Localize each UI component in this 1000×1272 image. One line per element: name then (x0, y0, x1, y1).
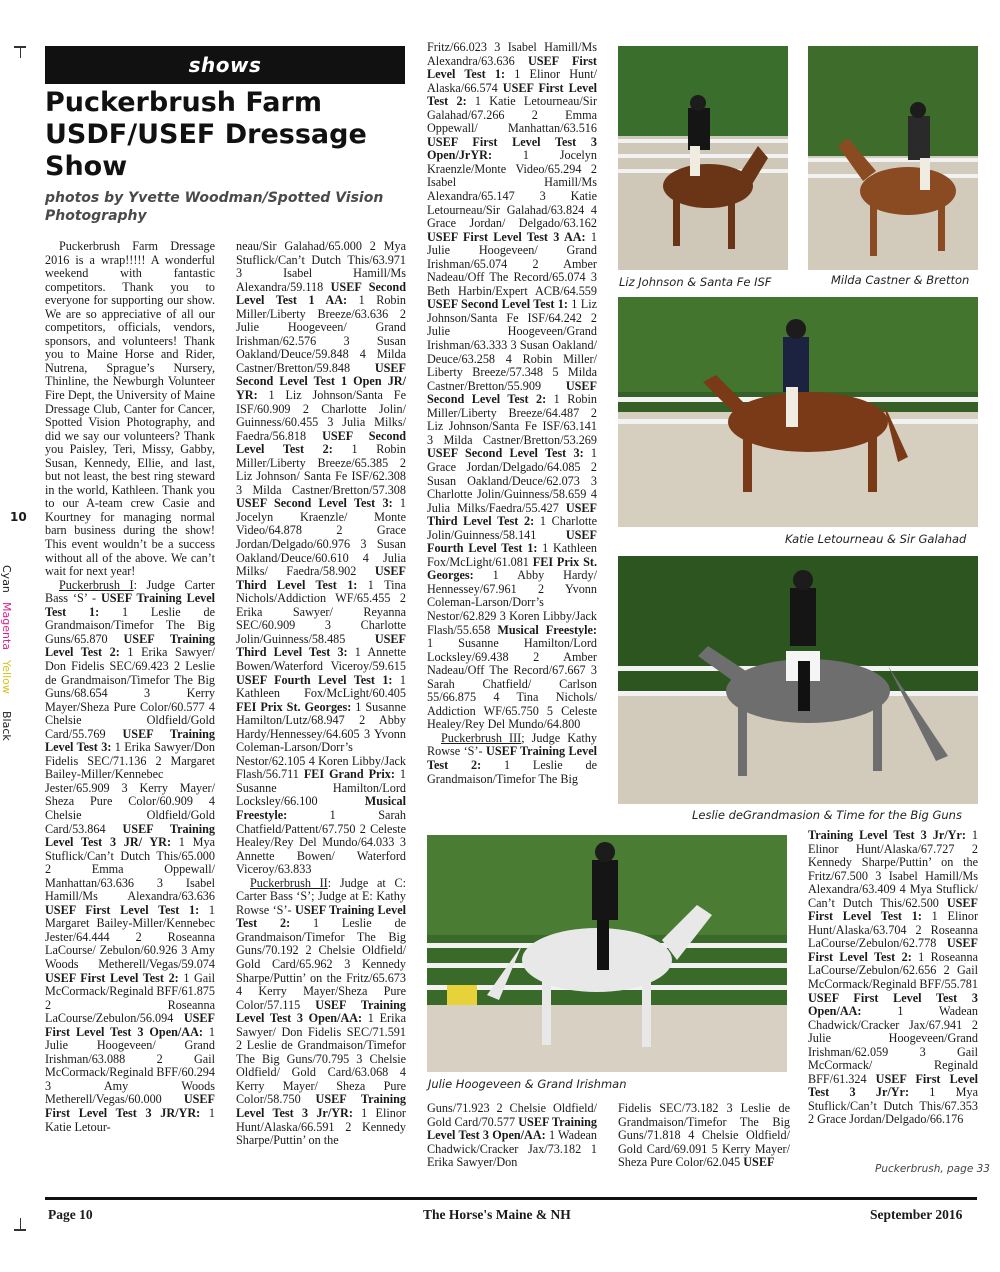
footer-rule (45, 1197, 977, 1200)
crop-mark-top-left-stem (20, 46, 22, 58)
footer-page-number: Page 10 (48, 1207, 93, 1222)
headline-line-2: USDF/USEF Dressage (45, 119, 367, 150)
footer-issue-date: September 2016 (870, 1207, 963, 1222)
article-headline (45, 87, 415, 183)
photo-milda-castner (808, 46, 978, 270)
headline-line-1: Puckerbrush Farm (45, 87, 322, 118)
caption-liz-johnson: Liz Johnson & Santa Fe ISF (619, 275, 772, 289)
color-bar-magenta: Magenta (0, 601, 13, 650)
photo-leslie-degrandmasion (618, 556, 978, 804)
photo-liz-johnson (618, 46, 788, 270)
byline-line-1: photos by Yvette Woodman/Spotted Vision (45, 190, 384, 206)
color-bar-black: Black (0, 711, 13, 742)
photo-leslie-degrandmasion-image (618, 556, 978, 804)
article-column-2: neau/Sir Galahad/65.000 2 Mya Stuflick/Can’t Dutch This/63.971 3 Isabel Hamill/Ms Alexandra/59.118 USEF Second Level Test 1 AA: 1 Robin Miller/Liberty Breeze/63.636 2 Julie Hoogeveen/ Grand Irishman/62.576 3 Susan Oakland/Deuce/59.848 4 Milda Castner/Bretton/59.848 USEF Second Level Test 1 Open JR/ YR: 1 Liz Johnson/Santa Fe ISF/60.909 2 Charlotte Jolin/ Guinness/60.455 3 Julia Milks/ Faedra/56.818 USEF Second Level Test 2: 1 Robin Miller/Liberty Breeze/65.385 2 Liz Johnson/ Santa Fe ISF/62.308 3 Milda Castner/Bretton/57.308 USEF Second Level Test 3: 1 Jocelyn Kraenzle/ Monte Video/64.878 2 Grace Jordan/Delgado/60.976 3 Susan Oakland/Deuce/60.610 4 Julia Milks/ Faedra/58.902 USEF Third Level Test 1: 1 Tina Nichols/Addiction WF/65.455 2 Erika Sawyer/ Reyanna SEC/60.909 3 Charlotte Jolin/Guinness/58.485 USEF Third Level Test 3: 1 Annette Bowen/Waterford Viceroy/59.615 USEF Fourth Level Test 1: 1 Kathleen Fox/McLight/60.405 FEI Prix St. Georges: 1 Susanne Hamilton/Lutz/68.947 2 Abby Hardy/Hennessey/64.605 3 Yvonn Coleman-Larson/Dorr’s Nestor/62.105 4 Koren Libby/Jack Flash/56.711 FEI Grand Prix: 1 Susanne Hamilton/Lord Locksley/66.100 Musical Freestyle: 1 Sarah Chatfield/Pattent/67.750 2 Celeste Healey/Rey Del Mundo/64.033 3 Annette Bowen/ Waterford Viceroy/63.833 Puckerbrush II: Judge at C: Carter Bass ‘S’; Judge at E: Kathy Rowse ‘S’- USEF Training Level Test 2: 1 Leslie de Grandmaison/Timefor The Big Guns/70.192 2 Chelsie Oldfield/ Gold Card/65.962 3 Kennedy Sharpe/Puttin’ on the Fritz/65.673 4 Kerry Mayer/Sheza Pure Color/57.115 USEF Training Level Test 3 Open/AA: 1 Erika Sawyer/ Don Fidelis SEC/71.591 2 Leslie de Grandmaison/Timefor The Big Guns/70.795 3 Chelsie Oldfield/ Gold Card/63.068 4 Kerry Mayer/ Sheza Pure Color/58.750 USEF Training Level Test 3 Jr/YR: 1 Elinor Hunt/Alaska/66.591 2 Kennedy Sharpe/Puttin’ on the (236, 239, 407, 1148)
photo-katie-letourneau-image (618, 297, 978, 527)
photo-milda-castner-image (808, 46, 978, 270)
article-column-6: Training Level Test 3 Jr/Yr: 1 Elinor Hunt/Alaska/67.727 2 Kennedy Sharpe/Puttin’ on the Fritz/67.500 3 Isabel Hamill/Ms Alexandra/63.409 4 Mya Stuflick/ Can’t Dutch This/62.500 USEF First Level Test 1: 1 Elinor Hunt/Alaska/63.704 2 Roseanna LaCourse/Zebulon/62.778 USEF First Level Test 2: 1 Roseanna LaCourse/Zebulon/62.656 2 Gail McCormack/Reginald BFF/55.781 USEF First Level Test 3 Open/AA: 1 Wadean Chadwick/Cracker Jax/67.941 2 Julie Hoogeveen/Grand Irishman/62.059 3 Gail McCormack/ Reginald BFF/61.324 USEF First Level Test 3 Jr/Yr: 1 Mya Stuflick/Can’t Dutch This/67.353 2 Grace Jordan/Delgado/66.176 (808, 828, 979, 1127)
article-column-5-bottom: Fidelis SEC/73.182 3 Leslie de Grandmaison/Timefor The Big Guns/71.818 4 Chelsie Oldfield/ Gold Card/69.091 5 Kerry Mayer/ Sheza Pure Color/62.045 USEF (618, 1101, 790, 1170)
section-banner: shows (45, 46, 405, 84)
photo-julie-hoogeveen (427, 835, 787, 1072)
crop-mark-bottom-left-stem (20, 1218, 22, 1230)
side-page-number: 10 (10, 510, 27, 524)
caption-milda-castner: Milda Castner & Bretton (831, 273, 970, 287)
article-column-1: Puckerbrush Farm Dressage 2016 is a wrap!!!!! A wonderful weekend with fantastic competitors. Thank you to everyone for supporting our show. We are so appreciative of all our competitors, officials, vendors, sponsors, and volunteers! Thank you to Maine Horse and Rider, Nutrena, Sprague’s Nursery, Thinline, the Newburgh Volunteer Fire Dept, the University of Maine Dressage Club, Canter for Cancer, Spotted Vision Photography, and did we say our volunteers? Thank you Paisley, Teri, Missy, Gabby, Susan, Kennedy, Ellie, and last, but not least, the best ring steward in the world, Kathleen. Thank you to our A-team crew Casie and Kourtney for managing normal barn business during the show! This event wouldn’t be a success without all of the above. We can’t wait for next year! Puckerbrush I: Judge Carter Bass ‘S’ - USEF Training Level Test 1: 1 Leslie de Grandmaison/Timefor The Big Guns/65.870 USEF Training Level Test 2: 1 Erika Sawyer/ Don Fidelis SEC/69.423 2 Leslie de Grandmaison/Timefor The Big Guns/68.654 3 Kerry Mayer/Sheza Pure Color/60.577 4 Chelsie Oldfield/Gold Card/55.769 USEF Training Level Test 3: 1 Erika Sawyer/Don Fidelis SEC/71.136 2 Margaret Bailey-Miller/Kennebec Jester/65.909 3 Kerry Mayer/ Sheza Pure Color/60.909 4 Chelsie Oldfield/Gold Card/53.864 USEF Training Level Test 3 JR/ YR: 1 Mya Stuflick/Can’t Dutch This/65.000 2 Emma Oppewall/ Manhattan/63.636 3 Isabel Hamill/Ms Alexandra/63.636 USEF First Level Test 1: 1 Margaret Bailey-Miller/Kennebec Jester/64.444 2 Roseanna LaCourse/ Zebulon/60.926 3 Amy Woods Metherell/Vegas/59.074 USEF First Level Test 2: 1 Gail McCormack/Reginald BFF/61.875 2 Roseanna LaCourse/Zebulon/56.094 USEF First Level Test 3 Open/AA: 1 Julie Hoogeveen/ Grand Irishman/63.088 2 Gail McCormack/Reginald BFF/60.294 3 Amy Woods Metherell/Vegas/60.000 USEF First Level Test 3 JR/YR: 1 Katie Letour- (45, 239, 216, 1134)
caption-katie-letourneau: Katie Letourneau & Sir Galahad (785, 532, 967, 546)
caption-julie-hoogeveen: Julie Hoogeveen & Grand Irishman (428, 1077, 627, 1091)
article-column-4-bottom: Guns/71.923 2 Chelsie Oldfield/ Gold Card/70.577 USEF Training Level Test 3 Open/AA: 1 Wadean Chadwick/Cracker Jax/73.182 1 Erika Sawyer/Don (427, 1101, 597, 1170)
photo-credit-byline (45, 189, 415, 225)
color-bar-cyan: Cyan (0, 565, 13, 593)
footer-publication-title: The Horse's Maine & NH (423, 1207, 571, 1222)
color-bar-yellow: Yellow (0, 660, 13, 695)
photo-julie-hoogeveen-image (427, 835, 787, 1072)
photo-liz-johnson-image (618, 46, 788, 270)
headline-line-3: Show (45, 151, 128, 182)
photo-katie-letourneau (618, 297, 978, 527)
continuation-note: Puckerbrush, page 33 (875, 1163, 990, 1175)
caption-leslie-degrandmasion: Leslie deGrandmasion & Time for the Big Guns (692, 808, 962, 822)
byline-line-2: Photography (45, 208, 147, 224)
article-column-3: Fritz/66.023 3 Isabel Hamill/Ms Alexandra/63.636 USEF First Level Test 1: 1 Elinor Hunt/ Alaska/66.574 USEF First Level Test 2: 1 Katie Letourneau/Sir Galahad/67.266 2 Emma Oppewall/ Manhattan/63.516 USEF First Level Test 3 Open/JrYR: 1 Jocelyn Kraenzle/Monte Video/65.294 2 Isabel Hamill/Ms Alexandra/65.147 3 Katie Letourneau/Sir Galahad/63.824 4 Grace Jordan/ Delgado/63.162 USEF First Level Test 3 AA: 1 Julie Hoogeveen/ Grand Irishman/65.074 2 Amber Nadeau/Off The Record/65.074 3 Beth Harbin/Expert ACB/64.559 USEF Second Level Test 1: 1 Liz Johnson/Santa Fe ISF/64.242 2 Julie Hoogeveen/Grand Irishman/63.333 3 Susan Oakland/ Deuce/63.258 4 Robin Miller/ Liberty Breeze/57.348 5 Milda Castner/Bretton/55.909 USEF Second Level Test 2: 1 Robin Miller/Liberty Breeze/64.487 2 Liz Johnson/Santa Fe ISF/63.141 3 Milda Castner/Bretton/53.269 USEF Second Level Test 3: 1 Grace Jordan/Delgado/64.085 2 Susan Oakland/Deuce/62.073 3 Charlotte Jolin/Guinness/58.659 4 Julia Milks/Faedra/55.427 USEF Third Level Test 2: 1 Charlotte Jolin/Guinness/58.141 USEF Fourth Level Test 1: 1 Kathleen Fox/McLight/61.081 FEI Prix St. Georges: 1 Abby Hardy/ Hennessey/67.961 2 Yvonn Coleman-Larson/Dorr’s Nestor/62.829 3 Koren Libby/Jack Flash/55.658 Musical Freestyle: 1 Susanne Hamilton/Lord Locksley/69.438 2 Amber Nadeau/Off The Record/67.667 3 Sarah Chatfield/ Carlson 55/66.875 4 Tina Nichols/ Addiction WF/65.750 5 Celeste Healey/Rey Del Mundo/64.800 Puckerbrush III; Judge Kathy Rowse ‘S’- USEF Training Level Test 2: 1 Leslie de Grandmaison/Timefor The Big (427, 40, 598, 786)
